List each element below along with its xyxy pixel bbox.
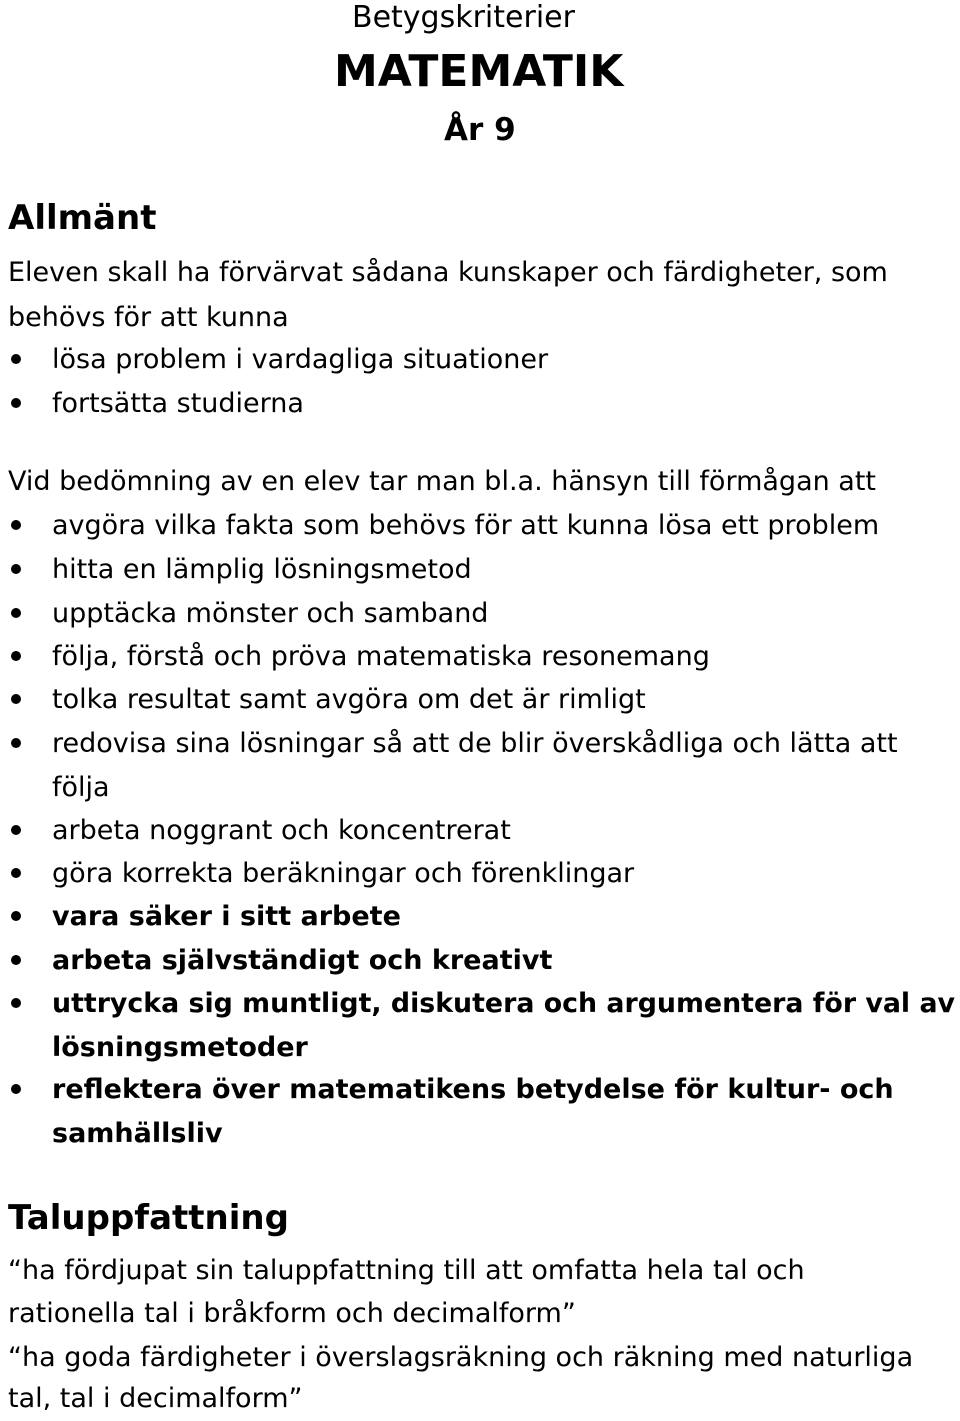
- list-item-text: reflektera över matematikens betydelse för kultur- och: [52, 1074, 894, 1105]
- bedomning-intro: Vid bedömning av en elev tar man bl.a. hänsyn till förmågan att: [8, 466, 877, 497]
- bullet-icon: [11, 868, 21, 878]
- list-item-text: följa, förstå och pröva matematiska resonemang: [52, 641, 710, 672]
- list-item-text: lösa problem i vardagliga situationer: [52, 344, 549, 375]
- allmant-intro-line-2: behövs för att kunna: [8, 302, 289, 333]
- list-item-text: tolka resultat samt avgöra om det är rimligt: [52, 684, 646, 715]
- bullet-icon: [11, 955, 21, 965]
- bullet-icon: [11, 608, 21, 618]
- section-heading-taluppfattning: Taluppfattning: [8, 1198, 289, 1238]
- list-item-text-continued: samhällsliv: [52, 1118, 223, 1149]
- list-item-text-continued: lösningsmetoder: [52, 1032, 308, 1063]
- taluppfattning-line-2: rationella tal i bråkform och decimalform”: [8, 1298, 576, 1329]
- list-item-text-continued: följa: [52, 772, 110, 803]
- bullet-icon: [11, 998, 21, 1008]
- list-item-text: upptäcka mönster och samband: [52, 598, 489, 629]
- taluppfattning-line-1: “ha fördjupat sin taluppfattning till att omfatta hela tal och: [8, 1255, 805, 1286]
- doc-pretitle: Betygskriterier: [352, 0, 575, 35]
- doc-year: År 9: [444, 112, 516, 148]
- list-item-text: redovisa sina lösningar så att de blir överskådliga och lätta att: [52, 728, 898, 759]
- bullet-icon: [11, 398, 21, 408]
- taluppfattning-line-4: tal, tal i decimalform”: [8, 1383, 303, 1414]
- list-item-text: hitta en lämplig lösningsmetod: [52, 554, 472, 585]
- allmant-intro-line-1: Eleven skall ha förvärvat sådana kunskaper och färdigheter, som: [8, 257, 888, 288]
- bullet-icon: [11, 694, 21, 704]
- bullet-icon: [11, 738, 21, 748]
- bullet-icon: [11, 911, 21, 921]
- list-item-text: uttrycka sig muntligt, diskutera och argumentera för val av: [52, 988, 955, 1019]
- list-item-text: vara säker i sitt arbete: [52, 901, 401, 932]
- bullet-icon: [11, 354, 21, 364]
- list-item-text: göra korrekta beräkningar och förenklingar: [52, 858, 635, 889]
- list-item-text: avgöra vilka fakta som behövs för att kunna lösa ett problem: [52, 510, 880, 541]
- list-item-text: arbeta noggrant och koncentrerat: [52, 815, 511, 846]
- section-heading-allmant: Allmänt: [8, 198, 157, 238]
- bullet-icon: [11, 651, 21, 661]
- bullet-icon: [11, 520, 21, 530]
- list-item-text: fortsätta studierna: [52, 388, 304, 419]
- bullet-icon: [11, 564, 21, 574]
- taluppfattning-line-3: “ha goda färdigheter i överslagsräkning och räkning med naturliga: [8, 1342, 914, 1373]
- bullet-icon: [11, 825, 21, 835]
- list-item-text: arbeta självständigt och kreativt: [52, 945, 553, 976]
- doc-title: MATEMATIK: [334, 46, 624, 97]
- bullet-icon: [11, 1084, 21, 1094]
